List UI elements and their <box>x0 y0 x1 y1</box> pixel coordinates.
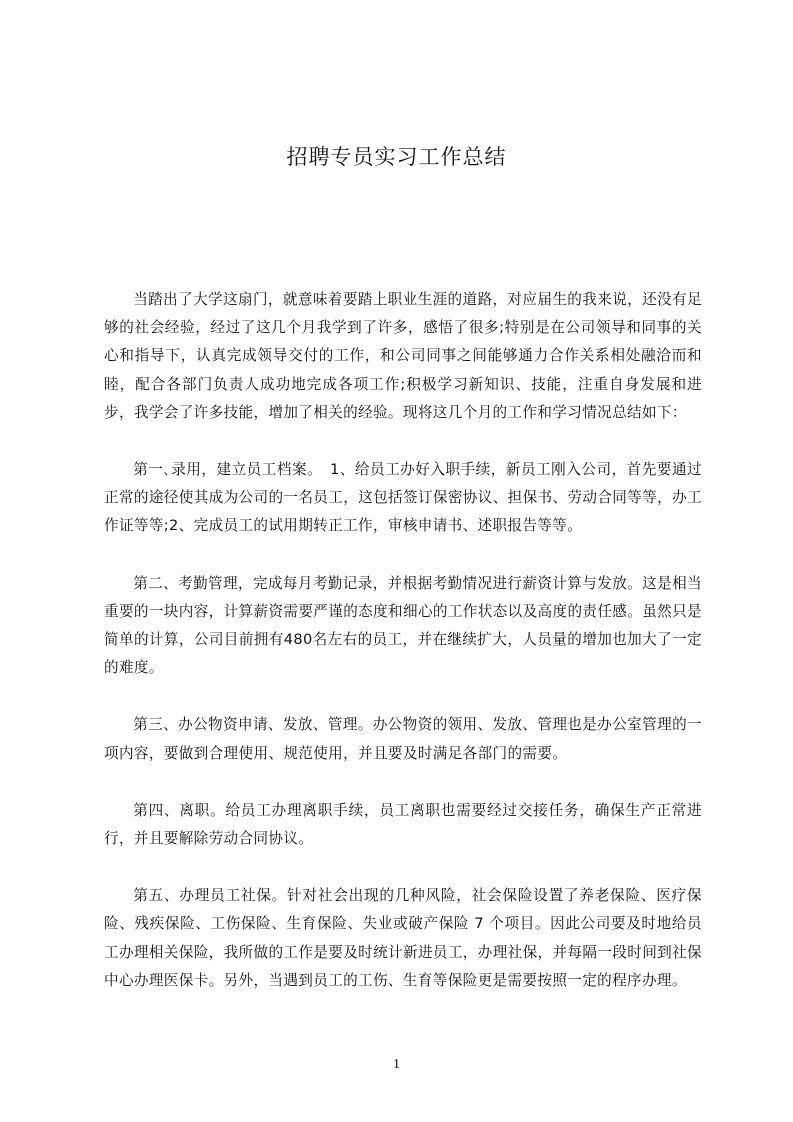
paragraph-item-2: 第二、考勤管理，完成每月考勤记录，并根据考勤情况进行薪资计算与发放。这是相当重要的一块内容，计算薪资需要严谨的态度和细心的工作状态以及高度的责任感。虽然只是简单的计算，公司目前拥有480名左右的员工，并在继续扩大，人员量的增加也加大了一定的难度。 <box>104 574 702 677</box>
document-body <box>104 286 702 1024</box>
paragraph-intro: 当踏出了大学这扇门，就意味着要踏上职业生涯的道路，对应届生的我来说，还没有足够的社会经验，经过了这几个月我学到了许多，感悟了很多;特别是在公司领导和同事的关心和指导下，认真完成领导交付的工作，和公司同事之间能够通力合作关系相处融洽而和睦，配合各部门负责人成功地完成各项工作;积极学习新知识、技能，注重自身发展和进步，我学会了许多技能，增加了相关的经验。现将这几个月的工作和学习情况总结如下： <box>104 291 702 421</box>
paragraph-item-1: 第一､录用，建立员工档案。 1、给员工办好入职手续，新员工刚入公司，首先要通过正常的途径使其成为公司的一名员工，这包括签订保密协议、担保书、劳动合同等等，办工作证等等;2、完成员工的试用期转正工作，审核申请书、述职报告等等。 <box>104 461 702 535</box>
page-number: 1 <box>393 1057 400 1072</box>
paragraph-item-4: 第四、离职。给员工办理离职手续，员工离职也需要经过交接任务，确保生产正常进行，并且要解除劳动合同协议。 <box>104 801 702 848</box>
paragraph-item-3: 第三、办公物资申请、发放、管理。办公物资的领用、发放、管理也是办公室管理的一项内容，要做到合理使用、规范使用，并且要及时满足各部门的需要。 <box>104 716 702 762</box>
paragraph-item-5: 第五、办理员工社保。针对社会出现的几种风险，社会保险设置了养老保险、医疗保险、残疾保险、工伤保险、生育保险、失业或破产保险 7 个项目。因此公司要及时地给员工办理相关保险，我所做的工作是要及时统计新进员工，办理社保，并每隔一段时间到社保中心办理医保卡。另外，当遇到员工的工伤、生育等保险更是需要按照一定的程序办理。 <box>104 887 702 989</box>
document-title: 招聘专员实习工作总结 <box>286 145 507 169</box>
